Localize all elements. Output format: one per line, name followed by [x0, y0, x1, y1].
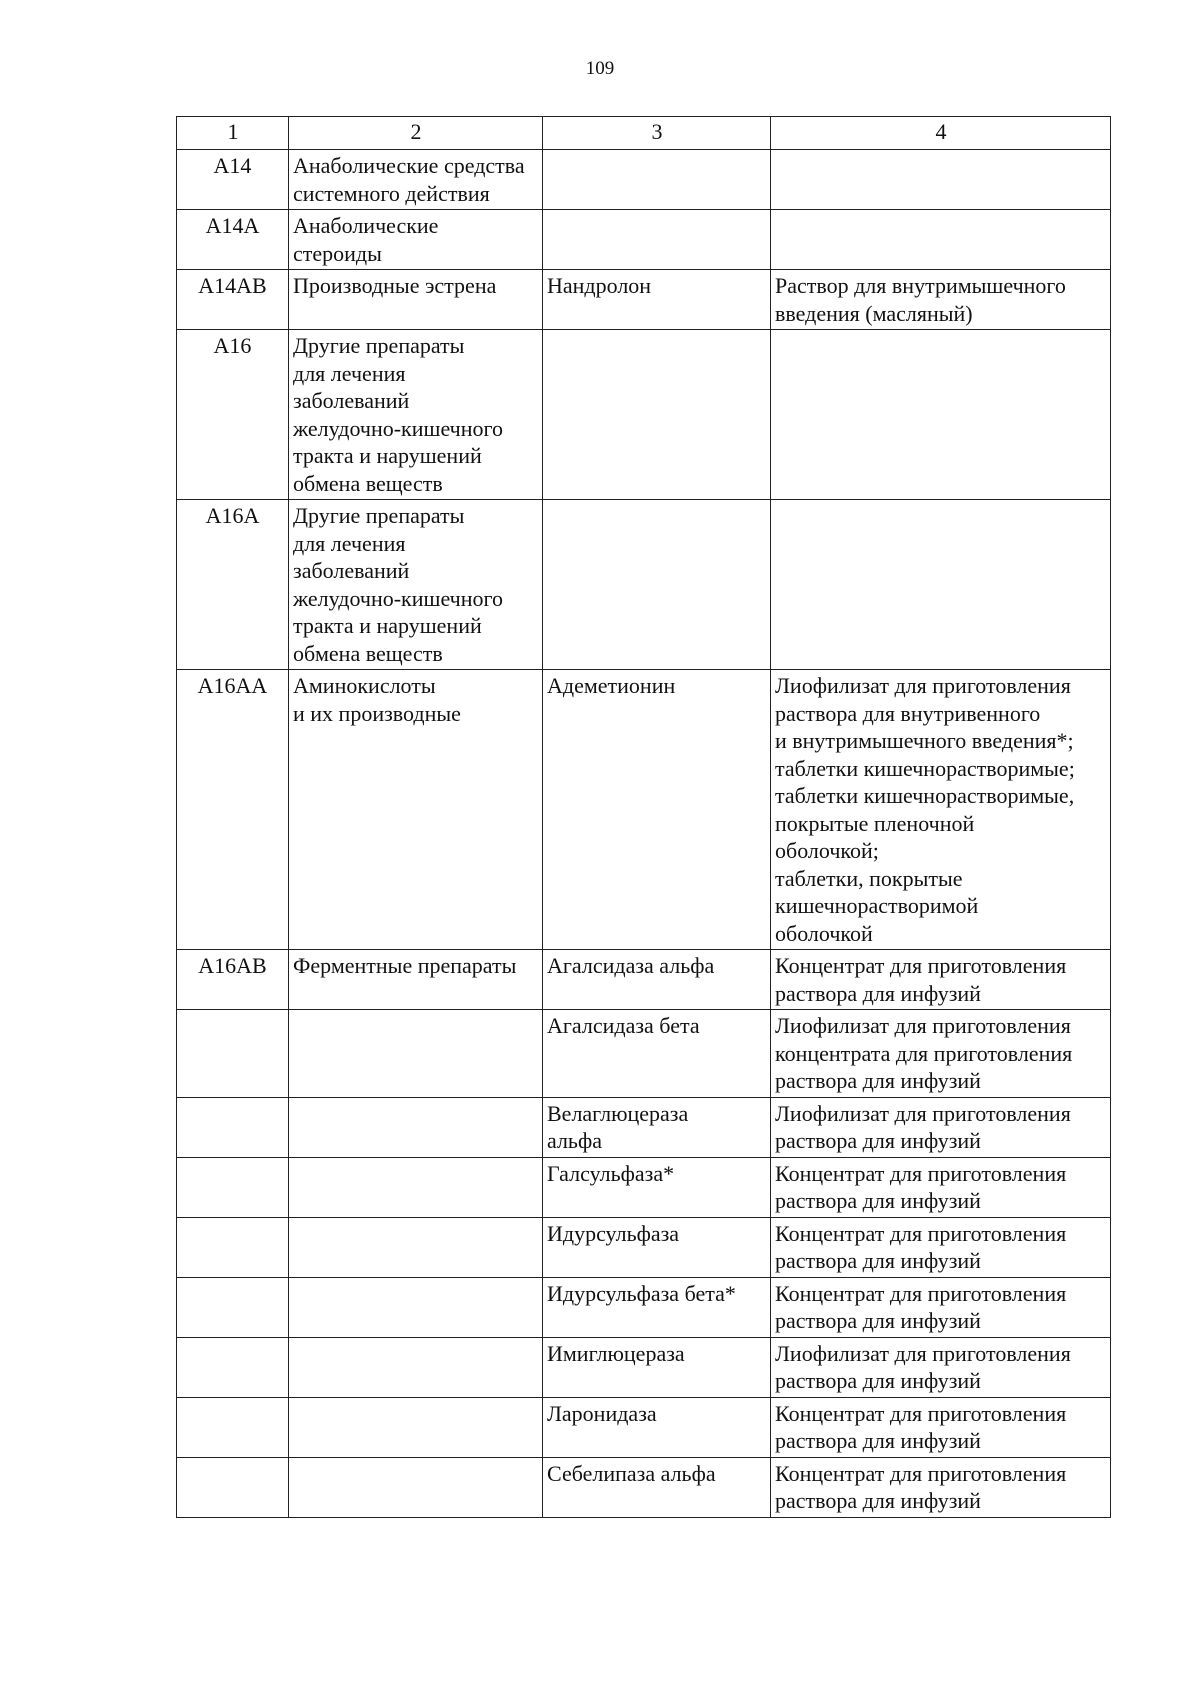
- atc-code-cell: А16: [177, 330, 289, 500]
- group-name-cell: Аминокислоты и их производные: [289, 670, 543, 950]
- table-row: [177, 1277, 1111, 1337]
- dosage-form-cell: Лиофилизат для приготовления раствора для инфузий: [771, 1097, 1111, 1157]
- atc-code-cell: А14: [177, 150, 289, 210]
- dosage-form-cell: Концентрат для приготовления раствора для инфузий: [771, 1157, 1111, 1217]
- drug-name-cell: Идурсульфаза: [543, 1217, 771, 1277]
- drug-name-cell: Ларонидаза: [543, 1397, 771, 1457]
- dosage-form-cell: [771, 500, 1111, 670]
- drug-name-cell: Велаглюцераза альфа: [543, 1097, 771, 1157]
- table-row: [177, 210, 1111, 270]
- dosage-form-cell: Концентрат для приготовления раствора для инфузий: [771, 1457, 1111, 1517]
- drug-name-cell: Адеметионин: [543, 670, 771, 950]
- drug-name-cell: Идурсульфаза бета*: [543, 1277, 771, 1337]
- table-row: [177, 1157, 1111, 1217]
- atc-code-cell: [177, 1397, 289, 1457]
- drug-name-cell: [543, 500, 771, 670]
- dosage-form-cell: Концентрат для приготовления раствора для инфузий: [771, 1397, 1111, 1457]
- group-name-cell: Анаболические средства системного действия: [289, 150, 543, 210]
- dosage-form-cell: Концентрат для приготовления раствора для инфузий: [771, 1277, 1111, 1337]
- table-row: [177, 270, 1111, 330]
- table-row: [177, 950, 1111, 1010]
- atc-code-cell: А14А: [177, 210, 289, 270]
- table-row: [177, 1397, 1111, 1457]
- dosage-form-cell: Концентрат для приготовления раствора для инфузий: [771, 1217, 1111, 1277]
- group-name-cell: Производные эстрена: [289, 270, 543, 330]
- page-number: 109: [585, 58, 615, 79]
- drug-name-cell: Агалсидаза альфа: [543, 950, 771, 1010]
- dosage-form-cell: Раствор для внутримышечного введения (масляный): [771, 270, 1111, 330]
- table-header-row: [177, 117, 1111, 150]
- dosage-form-cell: Лиофилизат для приготовления раствора для инфузий: [771, 1337, 1111, 1397]
- dosage-form-cell: Лиофилизат для приготовления раствора для внутривенного и внутримышечного введения*; таблетки кишечнорастворимые; таблетки кишечнорастворимые, покрытые пленочной оболочкой; таблетки, покрытые кишечнорастворимой оболочкой: [771, 670, 1111, 950]
- atc-code-cell: [177, 1337, 289, 1397]
- group-name-cell: [289, 1397, 543, 1457]
- group-name-cell: [289, 1457, 543, 1517]
- atc-code-cell: А14АВ: [177, 270, 289, 330]
- atc-code-cell: [177, 1217, 289, 1277]
- drug-name-cell: Себелипаза альфа: [543, 1457, 771, 1517]
- dosage-form-cell: [771, 330, 1111, 500]
- group-name-cell: [289, 1157, 543, 1217]
- group-name-cell: Другие препараты для лечения заболеваний желудочно-кишечного тракта и нарушений обмена веществ: [289, 330, 543, 500]
- table-row: [177, 1097, 1111, 1157]
- column-header-1: 1: [177, 117, 289, 150]
- column-header-3: 3: [543, 117, 771, 150]
- atc-code-cell: [177, 1457, 289, 1517]
- atc-code-cell: А16АВ: [177, 950, 289, 1010]
- group-name-cell: [289, 1277, 543, 1337]
- drug-name-cell: Имиглюцераза: [543, 1337, 771, 1397]
- table-row: [177, 500, 1111, 670]
- atc-code-cell: А16А: [177, 500, 289, 670]
- group-name-cell: [289, 1337, 543, 1397]
- dosage-form-cell: Лиофилизат для приготовления концентрата для приготовления раствора для инфузий: [771, 1010, 1111, 1098]
- drug-name-cell: Агалсидаза бета: [543, 1010, 771, 1098]
- table-row: [177, 1457, 1111, 1517]
- group-name-cell: Другие препараты для лечения заболеваний желудочно-кишечного тракта и нарушений обмена веществ: [289, 500, 543, 670]
- table-row: [177, 1010, 1111, 1098]
- group-name-cell: Анаболические стероиды: [289, 210, 543, 270]
- dosage-form-cell: [771, 210, 1111, 270]
- group-name-cell: Ферментные препараты: [289, 950, 543, 1010]
- table-row: [177, 670, 1111, 950]
- dosage-form-cell: Концентрат для приготовления раствора для инфузий: [771, 950, 1111, 1010]
- drug-name-cell: [543, 210, 771, 270]
- column-header-2: 2: [289, 117, 543, 150]
- atc-code-cell: [177, 1157, 289, 1217]
- atc-code-cell: А16АА: [177, 670, 289, 950]
- atc-code-cell: [177, 1277, 289, 1337]
- drug-name-cell: [543, 330, 771, 500]
- group-name-cell: [289, 1010, 543, 1098]
- column-header-4: 4: [771, 117, 1111, 150]
- atc-code-cell: [177, 1010, 289, 1098]
- table-row: [177, 1217, 1111, 1277]
- table-row: [177, 150, 1111, 210]
- medication-table: [176, 116, 1111, 1518]
- atc-code-cell: [177, 1097, 289, 1157]
- group-name-cell: [289, 1097, 543, 1157]
- drug-name-cell: Нандролон: [543, 270, 771, 330]
- dosage-form-cell: [771, 150, 1111, 210]
- drug-name-cell: Галсульфаза*: [543, 1157, 771, 1217]
- drug-name-cell: [543, 150, 771, 210]
- table-row: [177, 1337, 1111, 1397]
- group-name-cell: [289, 1217, 543, 1277]
- table-row: [177, 330, 1111, 500]
